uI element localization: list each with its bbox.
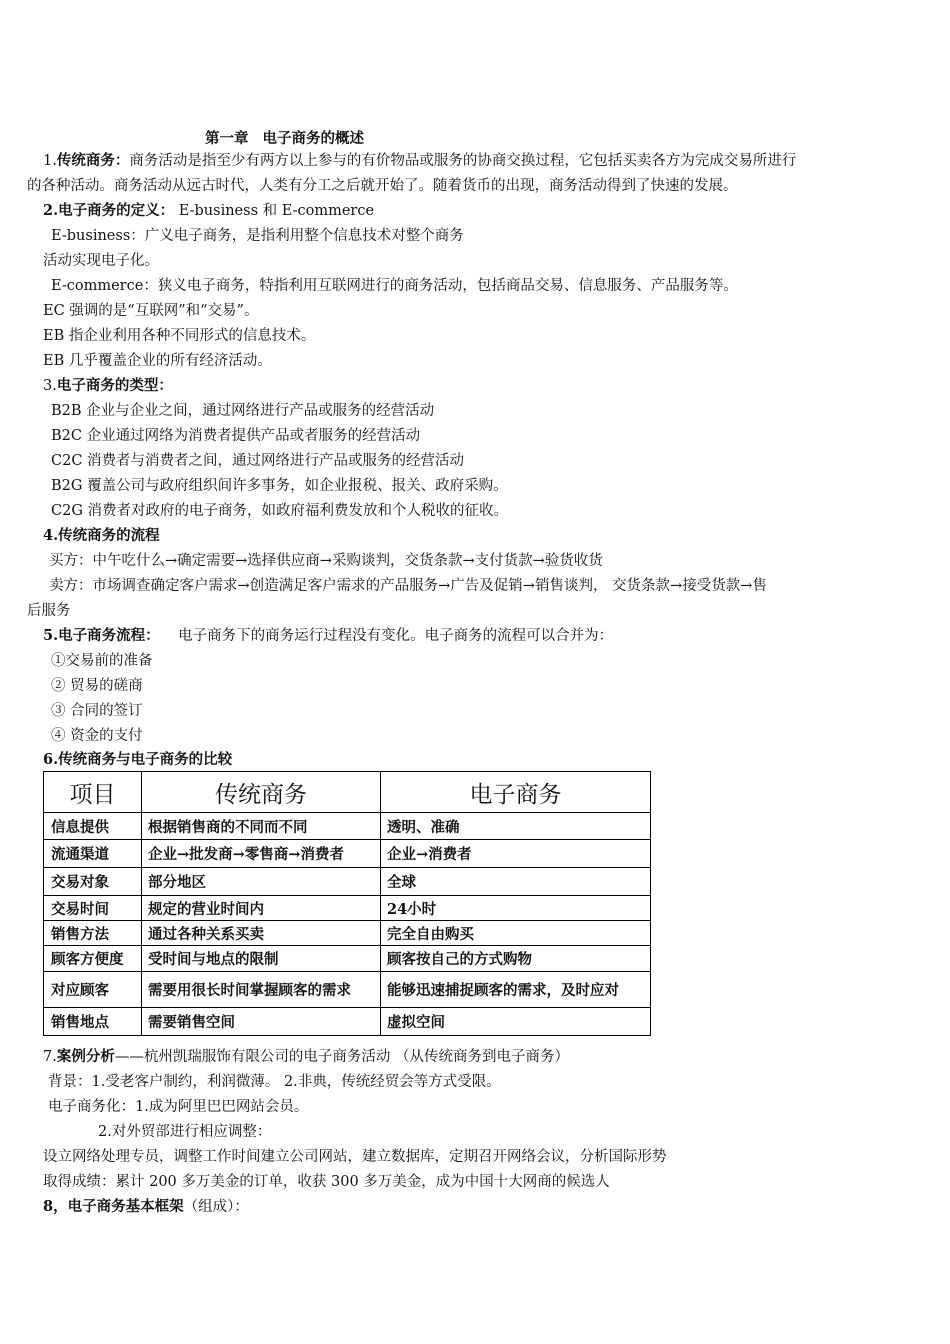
- buyer-flow: 买方：中午吃什么→确定需要→选择供应商→采购谈判，交货条款→支付货款→验货收货: [49, 553, 603, 569]
- table-row: [44, 896, 651, 921]
- table-cell: 通过各种关系买卖: [142, 921, 381, 946]
- section-1-text: 商务活动是指至少有两方以上参与的有价物品或服务的协商交换过程，它包括买卖各方为完成交易所进行: [129, 153, 797, 169]
- section-7-heading: 案例分析: [56, 1048, 115, 1065]
- table-cell: 企业→批发商→零售商→消费者: [142, 840, 381, 868]
- section-3-line: [43, 376, 173, 396]
- eb-definition-cont: 活动实现电子化。: [43, 253, 159, 269]
- table-header-row: [44, 772, 651, 813]
- chapter-name: 电子商务的概述: [262, 130, 364, 147]
- table-cell: 根据销售商的不同而不同: [142, 813, 381, 840]
- table-cell: 企业→消费者: [381, 840, 651, 868]
- section-6-heading: 6.传统商务与电子商务的比较: [43, 751, 233, 768]
- section-7-number: 7.: [43, 1049, 57, 1065]
- table-cell: 需要销售空间: [142, 1008, 381, 1036]
- eb-cover: EB 几乎覆盖企业的所有经济活动。: [43, 353, 272, 369]
- table-cell: 24小时: [381, 896, 651, 921]
- table-cell: 虚拟空间: [381, 1008, 651, 1036]
- section-7-text: ——杭州凯瑞服饰有限公司的电子商务活动 （从传统商务到电子商务）: [114, 1049, 569, 1065]
- section-3-heading: 电子商务的类型：: [56, 377, 173, 394]
- section-8-text: （组成）：: [183, 1199, 249, 1215]
- table-header-cell: 电子商务: [381, 772, 651, 813]
- step-item: ④ 资金的支付: [51, 728, 143, 744]
- table-cell: 透明、准确: [381, 813, 651, 840]
- table-cell: 流通渠道: [44, 840, 142, 868]
- type-b2g: B2G 覆盖公司与政府组织间许多事务，如企业报税、报关、政府采购。: [51, 478, 508, 494]
- section-5-line: [43, 626, 613, 646]
- step-item: ② 贸易的磋商: [51, 678, 143, 694]
- table-row: [44, 1008, 651, 1036]
- table-cell: 需要用很长时间掌握顾客的需求: [142, 972, 381, 1008]
- section-4-heading: 4.传统商务的流程: [43, 527, 160, 544]
- section-1-number: 1.: [43, 153, 57, 169]
- table-cell: 顾客方便度: [44, 946, 142, 972]
- table-cell: 顾客按自己的方式购物: [381, 946, 651, 972]
- section-8-line: [43, 1197, 249, 1217]
- table-row: [44, 868, 651, 896]
- table-row: [44, 972, 651, 1008]
- table-cell: 部分地区: [142, 868, 381, 896]
- table-cell: 交易对象: [44, 868, 142, 896]
- table-cell: 销售方法: [44, 921, 142, 946]
- step-item: ①交易前的准备: [51, 653, 153, 669]
- section-2-line: [43, 201, 374, 221]
- table-row: [44, 840, 651, 868]
- table-header-cell: 传统商务: [142, 772, 381, 813]
- table-row: [44, 946, 651, 972]
- section-2-heading: 2.电子商务的定义：: [43, 202, 175, 219]
- table-cell: 全球: [381, 868, 651, 896]
- type-c2c: C2C 消费者与消费者之间，通过网络进行产品或服务的经营活动: [51, 453, 465, 469]
- section-2-text: E-business 和 E-commerce: [178, 203, 375, 219]
- table-cell: 对应顾客: [44, 972, 142, 1008]
- step-item: ③ 合同的签订: [51, 703, 143, 719]
- table-row: [44, 921, 651, 946]
- seller-flow: 卖方：市场调查确定客户需求→创造满足客户需求的产品服务→广告及促销→销售谈判， 交货条款→接受货款→售: [49, 578, 767, 594]
- section-5-heading: 5.电子商务流程：: [43, 627, 160, 644]
- case-setup: 设立网络处理专员，调整工作时间建立公司网站，建立数据库，定期召开网络会议，分析国际形势: [43, 1149, 667, 1165]
- seller-flow-cont: 后服务: [27, 603, 71, 619]
- comparison-table: [43, 771, 651, 1036]
- section-1-heading: 传统商务：: [56, 152, 130, 169]
- section-5-text: 电子商务下的商务运行过程没有变化。电子商务的流程可以合并为：: [178, 628, 614, 644]
- table-cell: 销售地点: [44, 1008, 142, 1036]
- eb-definition: E-business：广义电子商务，是指利用整个信息技术对整个商务: [51, 228, 464, 244]
- section-8-heading: 8，电子商务基本框架: [43, 1198, 184, 1215]
- section-1-line: [43, 151, 796, 171]
- ec-stress: EC 强调的是“互联网”和“交易”。: [43, 303, 259, 319]
- table-cell: 受时间与地点的限制: [142, 946, 381, 972]
- type-b2b: B2B 企业与企业之间，通过网络进行产品或服务的经营活动: [51, 403, 435, 419]
- table-cell: 能够迅速捕捉顾客的需求，及时应对: [381, 972, 651, 1008]
- type-c2g: C2G 消费者对政府的电子商务，如政府福利费发放和个人税收的征收。: [51, 503, 509, 519]
- section-7-line: [43, 1047, 569, 1067]
- table-header-cell: 项目: [44, 772, 142, 813]
- section-1-text-cont: 的各种活动。商务活动从远古时代，人类有分工之后就开始了。随着货币的出现，商务活动得到了快速的发展。: [27, 178, 738, 194]
- chapter-title: [205, 127, 378, 148]
- table-cell: 规定的营业时间内: [142, 896, 381, 921]
- ec-definition: E-commerce：狭义电子商务，特指利用互联网进行的商务活动，包括商品交易、信息服务、产品服务等。: [51, 278, 738, 294]
- case-ecommerce: 电子商务化：1.成为阿里巴巴网站会员。: [48, 1099, 309, 1115]
- case-result: 取得成绩：累计 200 多万美金的订单，收获 300 多万美金，成为中国十大网商的候选人: [43, 1174, 610, 1190]
- case-ecommerce-cont: 2.对外贸部进行相应调整：: [98, 1124, 272, 1140]
- table-cell: 信息提供: [44, 813, 142, 840]
- eb-means: EB 指企业利用各种不同形式的信息技术。: [43, 328, 316, 344]
- type-b2c: B2C 企业通过网络为消费者提供产品或者服务的经营活动: [51, 428, 421, 444]
- table-row: [44, 813, 651, 840]
- table-cell: 完全自由购买: [381, 921, 651, 946]
- chapter-number: 第一章: [205, 130, 249, 147]
- table-cell: 交易时间: [44, 896, 142, 921]
- case-background: 背景：1.受老客户制约，利润微薄。 2.非典，传统经贸会等方式受限。: [48, 1074, 501, 1090]
- section-3-number: 3.: [43, 378, 57, 394]
